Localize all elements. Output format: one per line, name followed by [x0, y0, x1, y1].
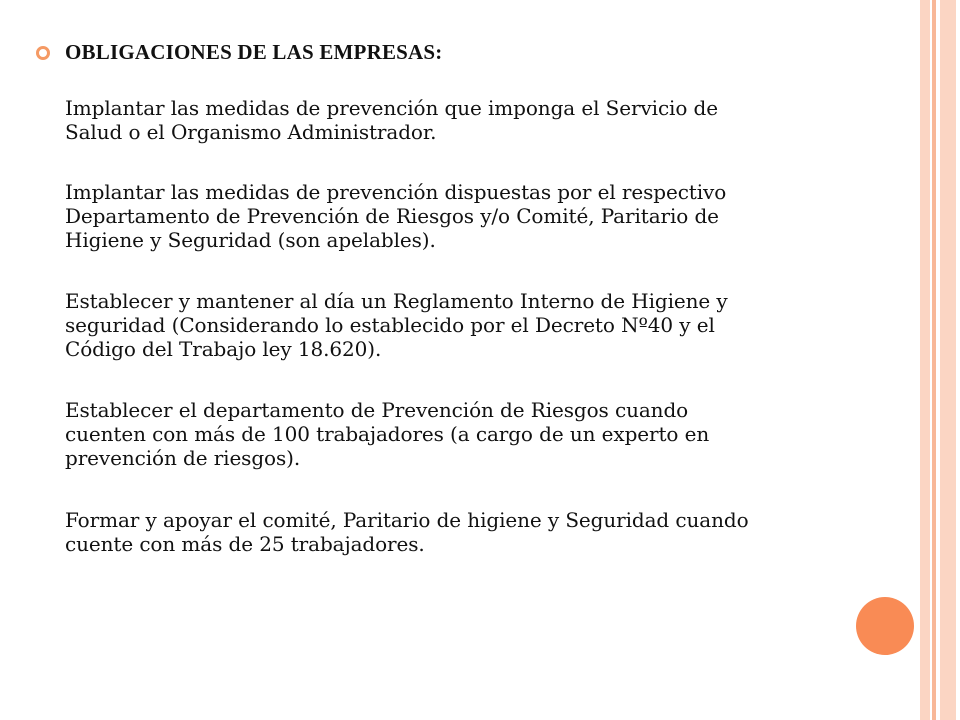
paragraph: Establecer el departamento de Prevención de Riesgos cuando cuenten con más de 100 trabajadores (a cargo de un experto en prevención de riesgos). — [65, 398, 710, 470]
slide-heading: OBLIGACIONES DE LAS EMPRESAS: — [65, 39, 443, 64]
slide-content — [36, 36, 916, 556]
decorative-circle — [856, 597, 914, 655]
border-stripe — [920, 0, 930, 720]
paragraph: Implantar las medidas de prevención dispuestas por el respectivo Departamento de Prevención de Riesgos y/o Comité, Paritario de Higiene y Seguridad (son apelables). — [65, 180, 727, 252]
heading-row — [36, 36, 916, 68]
border-stripe — [940, 0, 956, 720]
border-stripe — [956, 0, 960, 720]
paragraph: Implantar las medidas de prevención que imponga el Servicio de Salud o el Organismo Administrador. — [65, 96, 718, 144]
bullet-icon — [36, 46, 50, 60]
paragraph: Formar y apoyar el comité, Paritario de higiene y Seguridad cuando cuente con más de 25 trabajadores. — [65, 508, 749, 556]
paragraph: Establecer y mantener al día un Reglamento Interno de Higiene y seguridad (Considerando lo establecido por el Decreto Nº40 y el Código del Trabajo ley 18.620). — [65, 289, 728, 361]
